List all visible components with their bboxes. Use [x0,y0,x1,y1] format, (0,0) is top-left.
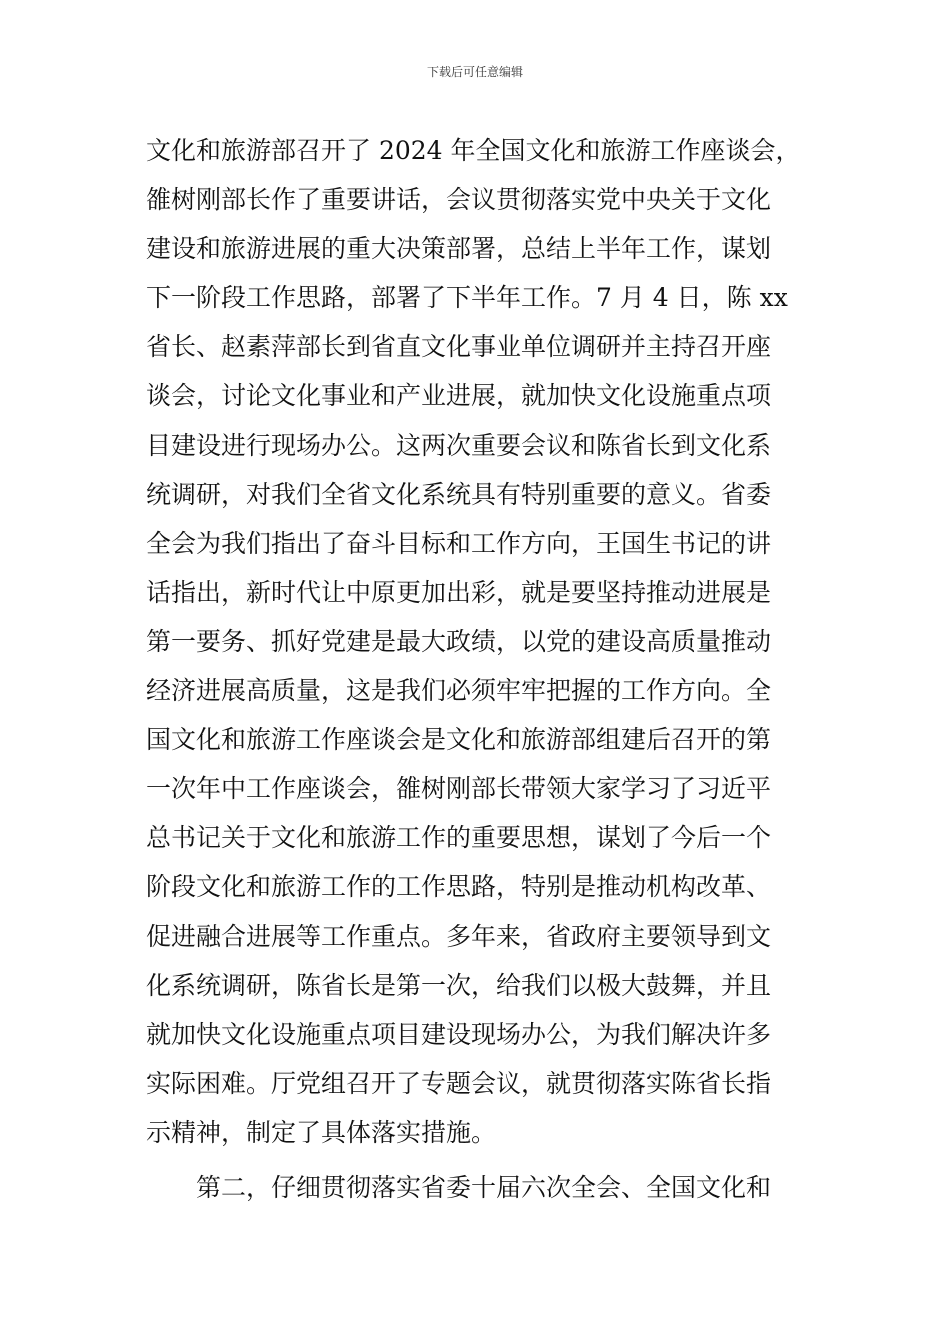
text-line: 下一阶段工作思路，部署了下半年工作。7 月 4 日，陈 xx [146,283,788,313]
paragraph-1 [146,126,816,1157]
text-line: 一次年中工作座谈会，雒树刚部长带领大家学习了习近平 [146,774,772,804]
text-line: 第二，仔细贯彻落实省委十届六次全会、全国文化和 [196,1172,772,1202]
page-header-note: 下载后可任意编辑 [426,65,523,79]
text-line: 阶段文化和旅游工作的工作思路，特别是推动机构改革、 [146,872,772,902]
text-line: 统调研，对我们全省文化系统具有特别重要的意义。省委 [146,479,772,509]
text-line: 化系统调研，陈省长是第一次，给我们以极大鼓舞，并且 [146,970,772,1000]
text-line: 谈会，讨论文化事业和产业进展，就加快文化设施重点项 [146,381,772,411]
text-line: 就加快文化设施重点项目建设现场办公，为我们解决许多 [146,1019,772,1049]
text-line: 第一要务、抓好党建是最大政绩，以党的建设高质量推动 [146,626,772,656]
paragraph-2 [146,1163,816,1212]
text-line: 总书记关于文化和旅游工作的重要思想，谋划了今后一个 [146,823,772,853]
text-line: 促进融合进展等工作重点。多年来，省政府主要领导到文 [146,921,772,951]
text-line: 全会为我们指出了奋斗目标和工作方向，王国生书记的讲 [146,528,772,558]
text-line: 目建设进行现场办公。这两次重要会议和陈省长到文化系 [146,430,772,460]
text-line: 经济进展高质量，这是我们必须牢牢把握的工作方向。全 [146,676,772,706]
text-line: 建设和旅游进展的重大决策部署，总结上半年工作，谋划 [146,234,772,264]
text-line: 文化和旅游部召开了 2024 年全国文化和旅游工作座谈会， [146,136,801,165]
text-line: 实际困难。厅党组召开了专题会议，就贯彻落实陈省长指 [146,1068,772,1098]
text-line: 话指出，新时代让中原更加出彩，就是要坚持推动进展是 [146,577,772,607]
text-line: 国文化和旅游工作座谈会是文化和旅游部组建后召开的第 [146,725,772,755]
text-line: 示精神，制定了具体落实措施。 [146,1117,497,1147]
document-body [146,126,816,1212]
text-line: 雒树刚部长作了重要讲话，会议贯彻落实党中央关于文化 [146,185,772,215]
text-line: 省长、赵素萍部长到省直文化事业单位调研并主持召开座 [146,332,772,362]
